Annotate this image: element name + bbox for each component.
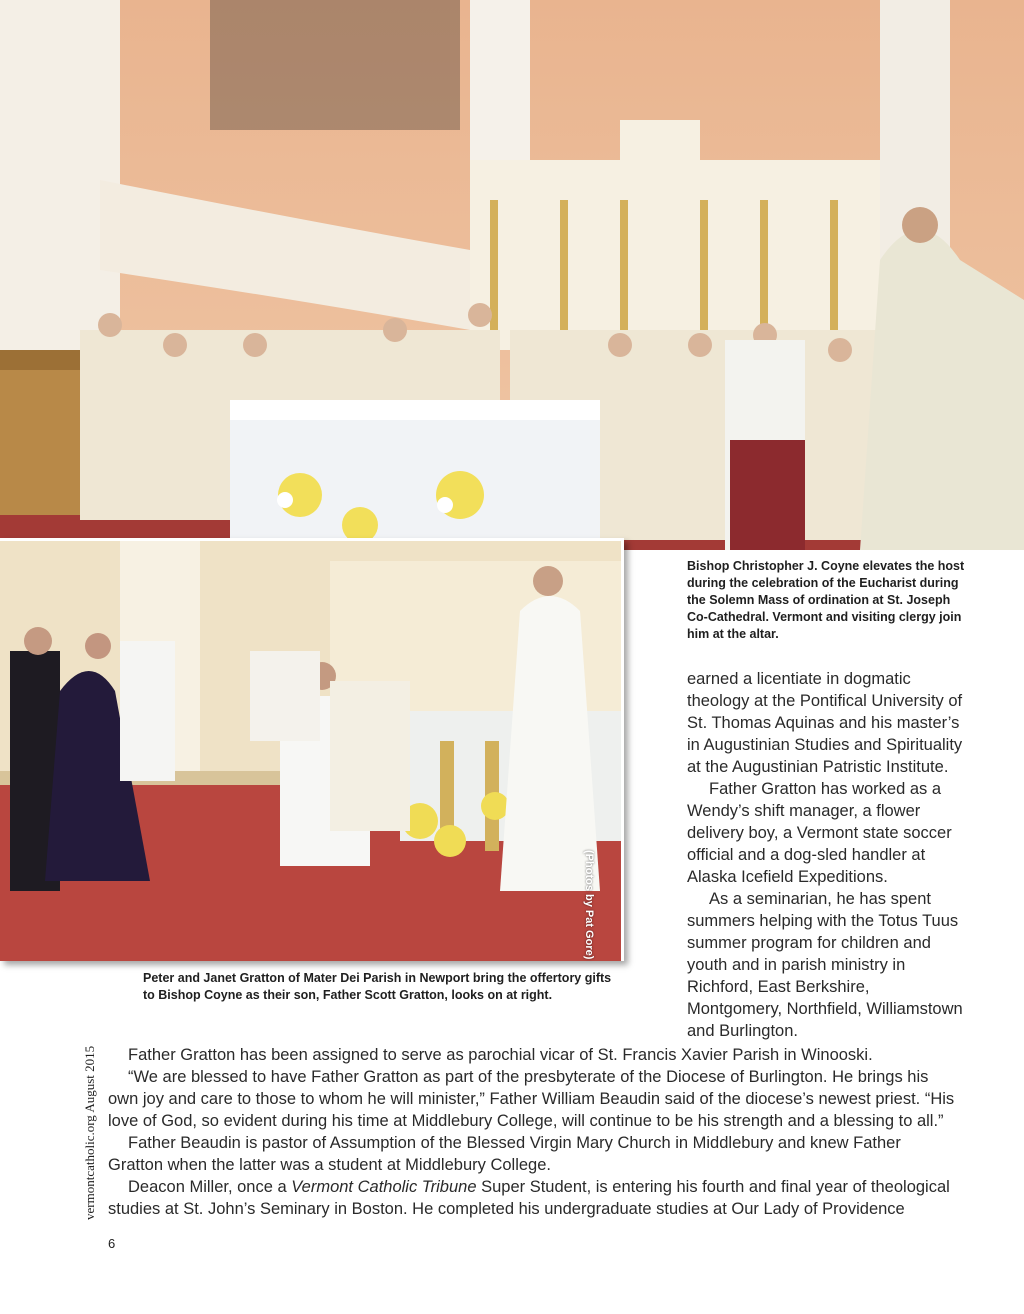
paragraph: [108, 1176, 958, 1220]
article-right-column: [687, 668, 969, 1042]
page-number: 6: [108, 1236, 116, 1251]
bottom-photo: [0, 538, 624, 961]
paragraph: As a seminarian, he has spent summers helping with the Totus Tuus summer program for children and youth and in parish ministry in Richford, East Berkshire, Montgomery, Northfield, Williamstown and Burlington.: [687, 890, 963, 1040]
article-full-width: [108, 1044, 958, 1220]
offertory-scene-image: [0, 541, 621, 961]
top-photo-caption: Bishop Christopher J. Coyne elevates the host during the celebration of the Eucharist during the Solemn Mass of ordination at St. Joseph Co-Cathedral. Vermont and visiting clergy join him at the altar.: [687, 559, 965, 641]
paragraph: earned a licentiate in dogmatic theology at the Pontifical University of St. Thomas Aquinas and his master’s in Augustinian Studies and Spirituality at the Augustinian Patristic Institute.: [687, 670, 963, 776]
publication-title: Vermont Catholic Tribune: [291, 1178, 477, 1196]
side-publication-credit: vermontcatholic.org August 2015: [82, 1045, 97, 1220]
paragraph: Father Gratton has worked as a Wendy’s shift manager, a flower delivery boy, a Vermont state soccer official and a dog-sled handler at Alaska Icefield Expeditions.: [687, 780, 952, 886]
text-run: Super Student, is entering his fourth and final year of theological studies at St. John’s Seminary in Boston. He completed his undergraduate studies at Our Lady of Providence: [108, 1178, 950, 1218]
paragraph: “We are blessed to have Father Gratton as part of the presbyterate of the Diocese of Burlington. He brings his own joy and care to those to whom he will minister,” Father William Beaudin said of the diocese’s newest priest. “His love of God, so evident during his time at Middlebury College, will continue to be his strength and a blessing to all.”: [108, 1068, 955, 1130]
altar-scene-image: [0, 0, 1024, 550]
bottom-photo-caption: Peter and Janet Gratton of Mater Dei Parish in Newport bring the offertory gifts to Bishop Coyne as their son, Father Scott Gratton, looks on at right.: [143, 971, 612, 1002]
paragraph: Father Beaudin is pastor of Assumption of the Blessed Virgin Mary Church in Middlebury and knew Father Gratton when the latter was a student at Middlebury College.: [108, 1134, 901, 1174]
text-run: Deacon Miller, once a: [128, 1178, 292, 1196]
paragraph: Father Gratton has been assigned to serve as parochial vicar of St. Francis Xavier Parish in Winooski.: [128, 1046, 873, 1064]
photo-credit: (Photos by Pat Gore): [583, 850, 595, 960]
top-photo: [0, 0, 1024, 550]
